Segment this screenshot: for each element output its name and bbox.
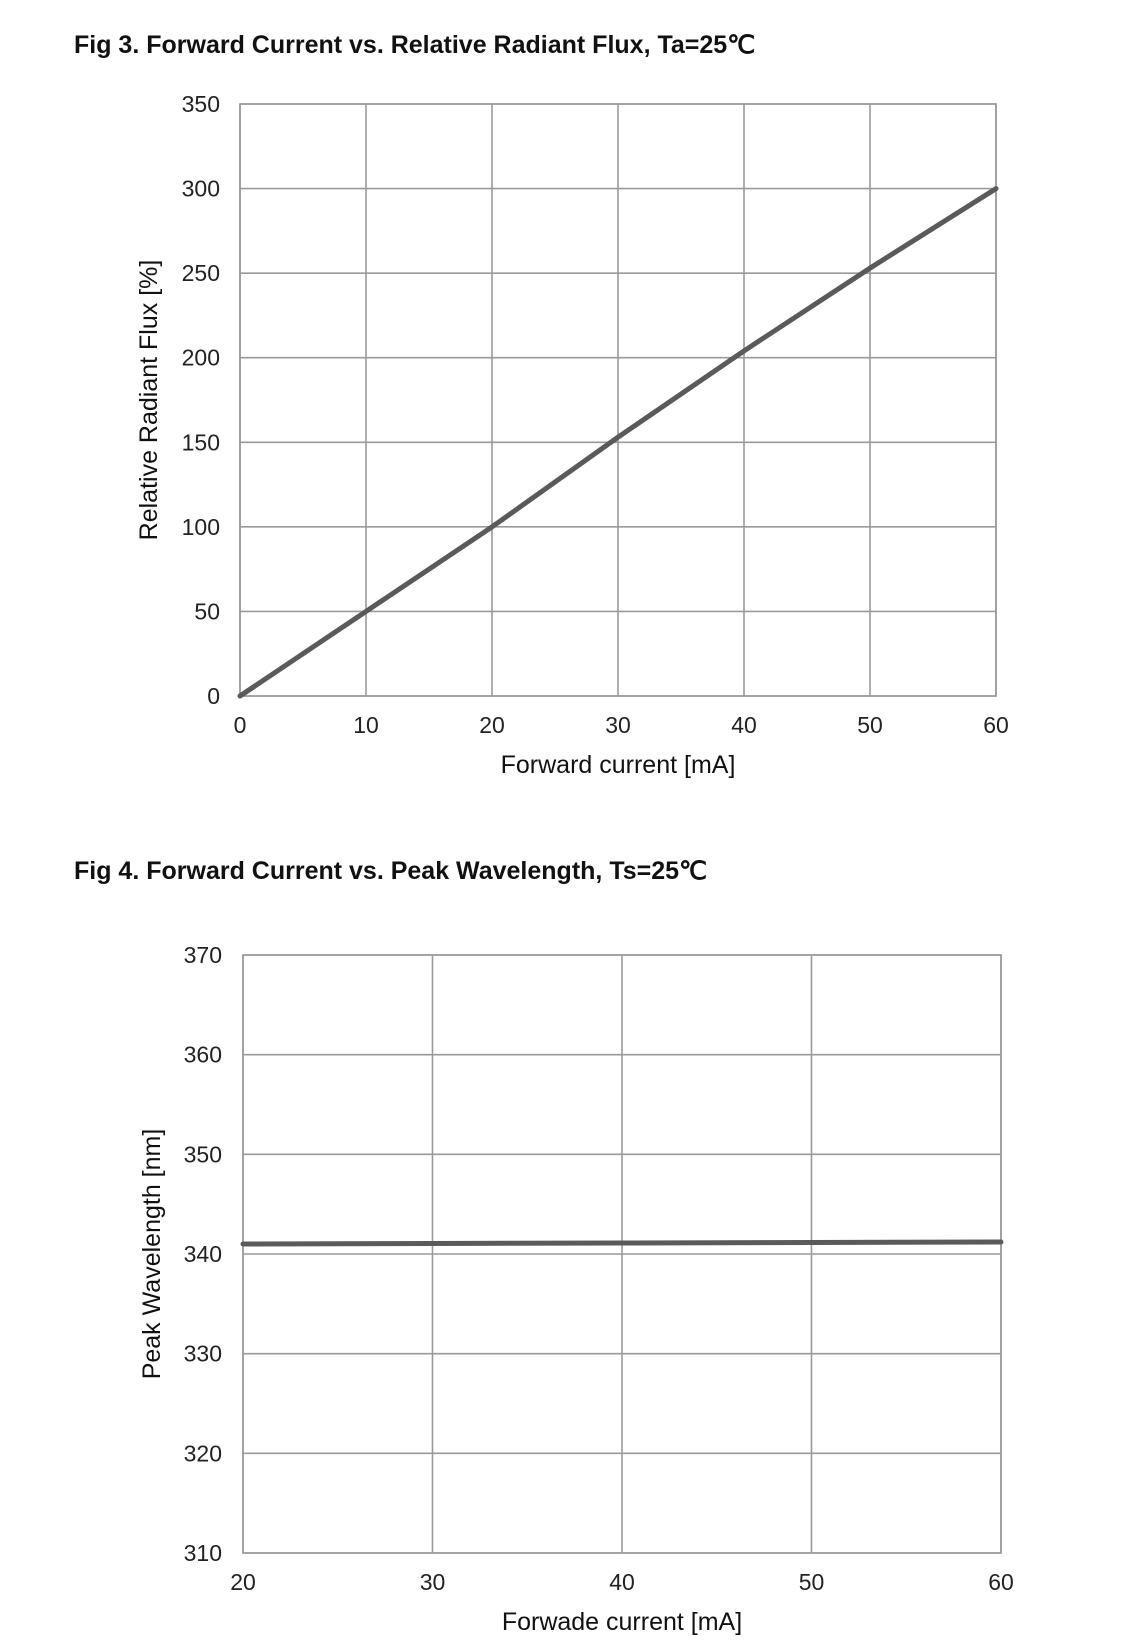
x-tick-label: 60: [983, 712, 1009, 738]
y-tick-label: 330: [183, 1340, 222, 1367]
y-tick-label: 350: [183, 1141, 222, 1168]
chart-3-svg: [0, 0, 1136, 800]
chart-title: Fig 3. Forward Current vs. Relative Radiant Flux, Ta=25℃: [74, 31, 756, 59]
y-tick-label: 350: [181, 91, 220, 117]
x-axis-label: Forward current [mA]: [500, 751, 736, 779]
chart-4-svg: [0, 830, 1136, 1648]
x-tick-label: 30: [605, 712, 631, 738]
y-tick-label: 370: [183, 942, 222, 968]
y-axis-label: Relative Radiant Flux [%]: [135, 259, 163, 541]
y-tick-label: 320: [183, 1440, 222, 1467]
y-tick-label: 340: [183, 1241, 222, 1267]
y-tick-label: 200: [181, 344, 220, 371]
y-tick-label: 50: [194, 598, 220, 625]
x-tick-label: 50: [798, 1569, 825, 1595]
x-tick-label: 10: [353, 712, 379, 738]
x-tick-label: 20: [230, 1569, 256, 1595]
chart-title: Fig 4. Forward Current vs. Peak Wavelength, Ts=25℃: [74, 857, 708, 885]
y-tick-label: 0: [207, 683, 220, 709]
x-axis-label: Forwade current [mA]: [501, 1608, 743, 1636]
x-tick-label: 40: [609, 1569, 635, 1595]
y-tick-label: 100: [181, 513, 220, 540]
y-axis-label: Peak Wavelength [nm]: [138, 1128, 166, 1380]
y-tick-label: 360: [183, 1041, 222, 1068]
x-tick-label: 50: [857, 712, 883, 738]
x-tick-label: 40: [731, 712, 757, 738]
x-tick-label: 60: [988, 1569, 1014, 1595]
x-tick-label: 0: [233, 712, 247, 738]
y-tick-label: 300: [181, 175, 220, 202]
y-tick-label: 150: [181, 429, 220, 456]
x-tick-label: 30: [419, 1569, 446, 1595]
y-tick-label: 250: [181, 260, 220, 287]
x-tick-label: 20: [479, 712, 505, 738]
y-tick-label: 310: [183, 1540, 222, 1566]
figure-4: [0, 830, 1136, 1648]
figure-3: [0, 0, 1136, 800]
